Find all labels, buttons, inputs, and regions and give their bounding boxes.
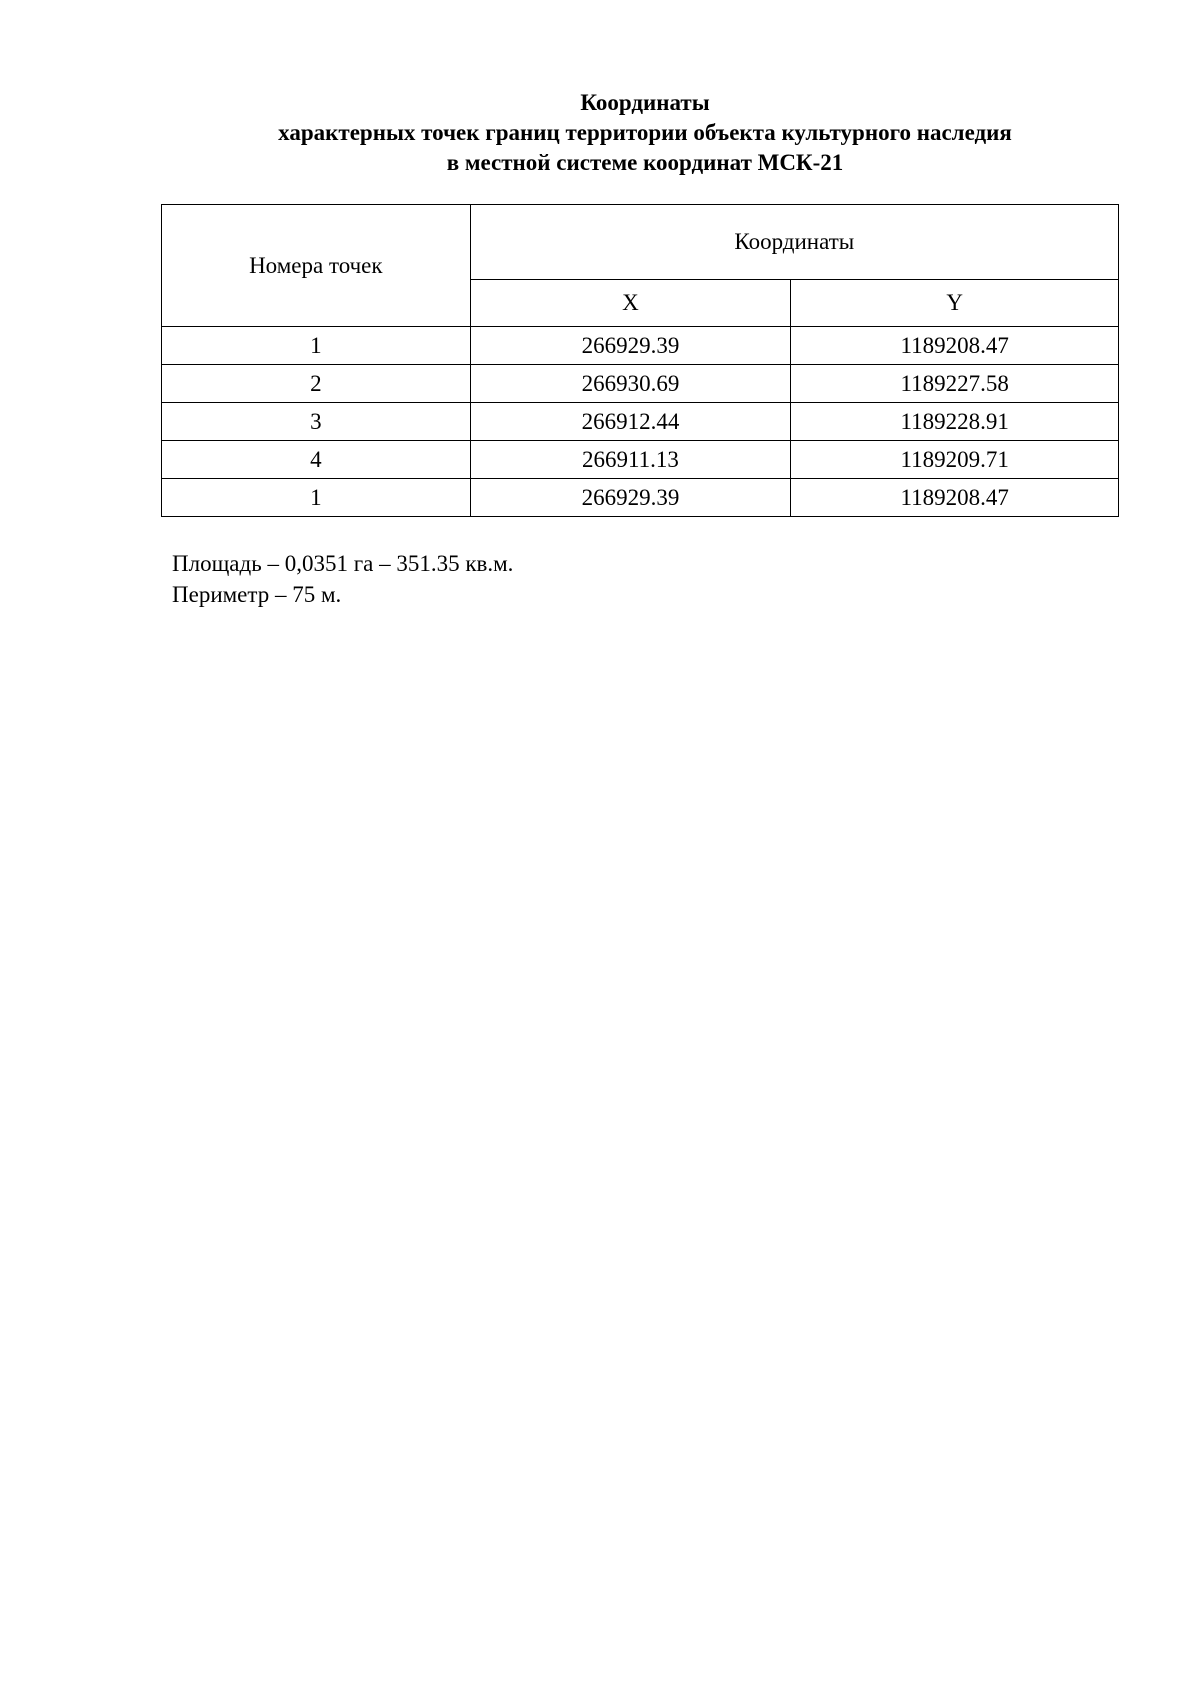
point-number: 1	[162, 479, 471, 517]
point-number: 2	[162, 365, 471, 403]
y-value: 1189208.47	[791, 479, 1119, 517]
document-title	[0, 88, 1200, 178]
table-row	[162, 441, 1119, 479]
x-value: 266912.44	[470, 403, 791, 441]
x-value: 266929.39	[470, 327, 791, 365]
x-value: 266929.39	[470, 479, 791, 517]
title-line-1: Координаты	[580, 90, 710, 115]
table-row	[162, 365, 1119, 403]
coordinates-table	[161, 204, 1119, 517]
table-row	[162, 403, 1119, 441]
y-value: 1189228.91	[791, 403, 1119, 441]
header-y: Y	[791, 280, 1119, 327]
table-row	[162, 327, 1119, 365]
header-x: X	[470, 280, 791, 327]
area-note: Площадь – 0,0351 га – 351.35 кв.м.	[172, 551, 514, 576]
y-value: 1189209.71	[791, 441, 1119, 479]
point-number: 3	[162, 403, 471, 441]
x-value: 266911.13	[470, 441, 791, 479]
summary-notes	[172, 548, 513, 610]
title-line-3: в местной системе координат МСК-21	[446, 150, 844, 175]
y-value: 1189227.58	[791, 365, 1119, 403]
perimeter-note: Периметр – 75 м.	[172, 582, 342, 607]
title-line-2: характерных точек границ территории объекта культурного наследия	[278, 120, 1012, 145]
point-number: 4	[162, 441, 471, 479]
table-row	[162, 479, 1119, 517]
header-coordinates: Координаты	[470, 205, 1118, 280]
y-value: 1189208.47	[791, 327, 1119, 365]
header-point-numbers: Номера точек	[162, 205, 471, 327]
x-value: 266930.69	[470, 365, 791, 403]
point-number: 1	[162, 327, 471, 365]
